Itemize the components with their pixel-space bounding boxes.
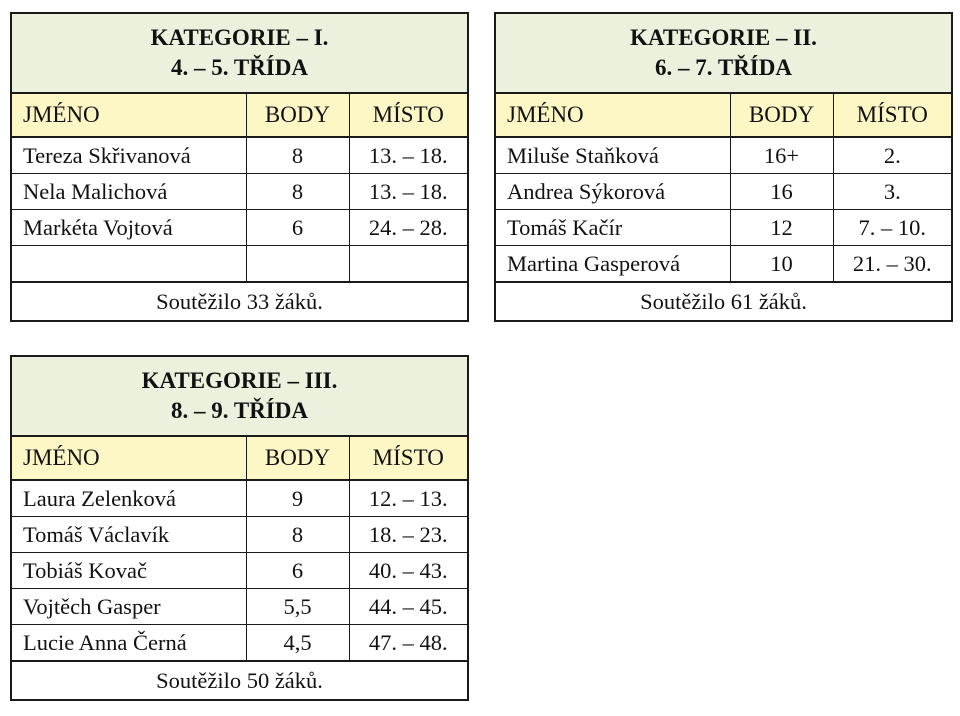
- student-place: 2.: [833, 137, 952, 174]
- student-points: 8: [246, 517, 349, 553]
- student-name: Andrea Sýkorová: [495, 174, 730, 210]
- category-1-table: [10, 12, 469, 322]
- category-1-header-row: [11, 93, 468, 137]
- column-header-points: BODY: [246, 93, 349, 137]
- category-1-title-line1: KATEGORIE – I.: [150, 25, 329, 50]
- student-name: Tomáš Kačír: [495, 210, 730, 246]
- student-name: Tobiáš Kovač: [11, 553, 246, 589]
- student-name: [11, 246, 246, 283]
- student-place: 18. – 23.: [349, 517, 468, 553]
- table-row: [495, 174, 952, 210]
- column-header-name: JMÉNO: [11, 93, 246, 137]
- table-row: [11, 517, 468, 553]
- category-2-title-row: [495, 13, 952, 93]
- category-3-title-row: [11, 356, 468, 436]
- table-row: [11, 553, 468, 589]
- column-header-points: BODY: [246, 436, 349, 480]
- column-header-points: BODY: [730, 93, 833, 137]
- category-3-table: [10, 355, 469, 701]
- category-3-title: [11, 356, 468, 436]
- table-row-empty: [11, 246, 468, 283]
- student-points: 4,5: [246, 625, 349, 662]
- column-header-name: JMÉNO: [11, 436, 246, 480]
- category-2-title: [495, 13, 952, 93]
- student-points: 6: [246, 553, 349, 589]
- student-name: Lucie Anna Černá: [11, 625, 246, 662]
- student-place: 7. – 10.: [833, 210, 952, 246]
- category-1-title-line2: 4. – 5. TŘÍDA: [171, 55, 308, 80]
- student-name: Laura Zelenková: [11, 480, 246, 517]
- table-row: [11, 480, 468, 517]
- category-3-footer-row: [11, 661, 468, 700]
- category-3-footer: Soutěžilo 50 žáků.: [11, 661, 468, 700]
- category-2-title-line1: KATEGORIE – II.: [630, 25, 817, 50]
- student-place: 24. – 28.: [349, 210, 468, 246]
- category-2-table: [494, 12, 953, 322]
- table-row: [11, 589, 468, 625]
- category-2-title-line2: 6. – 7. TŘÍDA: [655, 55, 792, 80]
- student-name: Vojtěch Gasper: [11, 589, 246, 625]
- category-1-title: [11, 13, 468, 93]
- student-points: 5,5: [246, 589, 349, 625]
- student-points: 16+: [730, 137, 833, 174]
- student-name: Markéta Vojtová: [11, 210, 246, 246]
- student-place: 40. – 43.: [349, 553, 468, 589]
- student-name: Tereza Skřivanová: [11, 137, 246, 174]
- student-place: 13. – 18.: [349, 137, 468, 174]
- student-points: 6: [246, 210, 349, 246]
- student-place: [349, 246, 468, 283]
- column-header-place: MÍSTO: [833, 93, 952, 137]
- table-row: [495, 210, 952, 246]
- student-points: 8: [246, 137, 349, 174]
- student-points: 8: [246, 174, 349, 210]
- category-2-footer-row: [495, 282, 952, 321]
- student-place: 44. – 45.: [349, 589, 468, 625]
- table-row: [11, 137, 468, 174]
- student-points: [246, 246, 349, 283]
- student-points: 12: [730, 210, 833, 246]
- table-row: [495, 246, 952, 283]
- table-row: [11, 625, 468, 662]
- student-name: Martina Gasperová: [495, 246, 730, 283]
- student-place: 47. – 48.: [349, 625, 468, 662]
- column-header-place: MÍSTO: [349, 436, 468, 480]
- student-place: 21. – 30.: [833, 246, 952, 283]
- student-name: Nela Malichová: [11, 174, 246, 210]
- table-row: [495, 137, 952, 174]
- column-header-place: MÍSTO: [349, 93, 468, 137]
- category-2-header-row: [495, 93, 952, 137]
- student-place: 13. – 18.: [349, 174, 468, 210]
- category-2-footer: Soutěžilo 61 žáků.: [495, 282, 952, 321]
- student-points: 9: [246, 480, 349, 517]
- category-3-title-line2: 8. – 9. TŘÍDA: [171, 398, 308, 423]
- table-row: [11, 210, 468, 246]
- category-3-title-line1: KATEGORIE – III.: [141, 368, 338, 393]
- student-points: 16: [730, 174, 833, 210]
- category-1-title-row: [11, 13, 468, 93]
- student-place: 3.: [833, 174, 952, 210]
- student-name: Miluše Staňková: [495, 137, 730, 174]
- category-1-footer: Soutěžilo 33 žáků.: [11, 282, 468, 321]
- column-header-name: JMÉNO: [495, 93, 730, 137]
- student-place: 12. – 13.: [349, 480, 468, 517]
- student-points: 10: [730, 246, 833, 283]
- student-name: Tomáš Václavík: [11, 517, 246, 553]
- table-row: [11, 174, 468, 210]
- category-3-header-row: [11, 436, 468, 480]
- category-1-footer-row: [11, 282, 468, 321]
